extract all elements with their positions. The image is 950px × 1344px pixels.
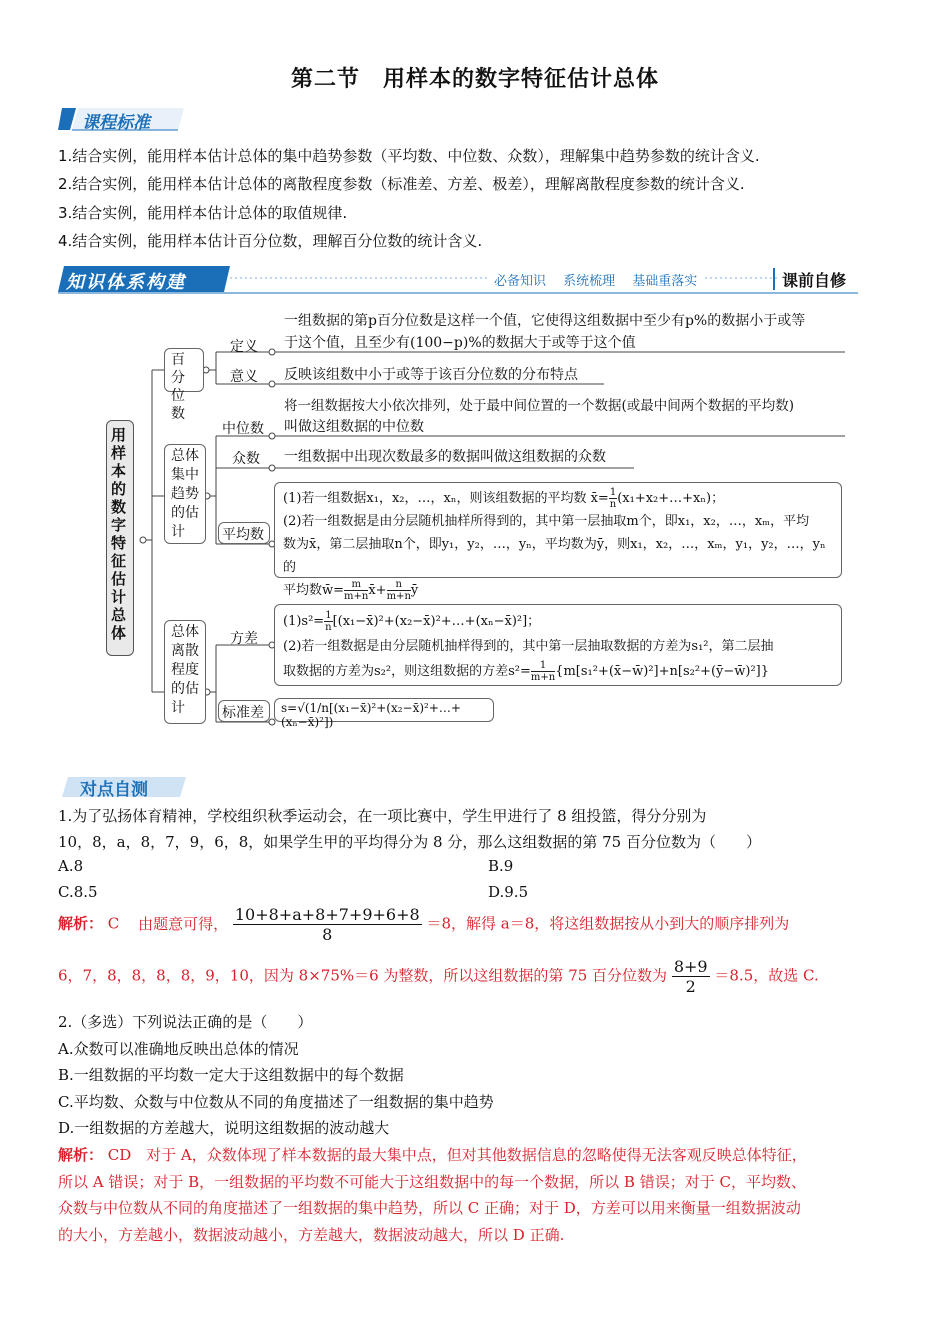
q1-analysis-line-1 <box>58 905 898 944</box>
map-var-frac2: $\frac{1}{m+n}$ <box>530 660 556 683</box>
map-var-text-2b: 取数据的方差为s₂²，则这组数据的方差s²= <box>283 664 531 679</box>
q1-fraction-1 <box>233 905 422 944</box>
knowledge-banner <box>58 264 858 294</box>
map-sd-box <box>274 698 494 729</box>
standard-item-3: 3.结合实例，能用样本估计总体的取值规律. <box>58 204 348 222</box>
knowledge-tags: 必备知识 系统梳理 基础重落实 <box>488 270 703 289</box>
q1-analysis-2a: 6，7，8，8，8，8，9，10，因为 8×75%＝6 为整数，所以这组数据的第 75 百分位数为 <box>58 966 668 985</box>
map-median-text-2: 叫做这组数据的中位数 <box>284 419 424 435</box>
map-mode-text: 一组数据中出现次数最多的数据叫做这组数据的众数 <box>284 449 606 465</box>
q1-analysis-1a: 由题意可得， <box>138 914 229 933</box>
map-var-label: 方差 <box>230 631 258 647</box>
map-avg-text-2a: (2)若一组数据是由分层随机抽样所得到的，其中第一层抽取m个，即x₁，x₂，…，xₘ，平均 <box>283 514 810 529</box>
map-dispersion-label: 总体离散程度的估计 <box>171 624 199 716</box>
map-avg-line-4: 平均数w̄= $\frac{m}{m+n}x̄+$ $\frac{n}{m+n}ȳ$ <box>283 579 419 602</box>
map-var-line-3 <box>283 659 833 684</box>
map-def-text-1: 一组数据的第p百分位数是这样一个值，它使得这组数据中至少有p%的数据小于或等 <box>284 313 806 329</box>
knowledge-banner-label: 知识体系构建 <box>66 272 186 293</box>
q1-stem-1: 1.为了弘扬体育精神，学校组织秋季运动会，在一项比赛中，学生甲进行了 8 组投篮，得分分别为 <box>58 807 707 825</box>
map-avg-label-box <box>218 522 270 544</box>
q2-option-c: C.平均数、众数与中位数从不同的角度描述了一组数据的集中趋势 <box>58 1093 494 1111</box>
map-median-label: 中位数 <box>222 421 264 437</box>
map-central <box>164 444 206 544</box>
q2-option-a: A.众数可以准确地反映出总体的情况 <box>58 1040 299 1058</box>
map-def-text-2: 于这个值，且至少有(100−p)%的数据大于或等于这个值 <box>284 335 636 351</box>
map-mode-label: 众数 <box>232 451 260 467</box>
map-var-text-1b: [(x₁−x̄)²+(x₂−x̄)²+…+(xₙ−x̄)²]； <box>332 614 541 629</box>
map-median-text-1: 将一组数据按大小依次排列，处于最中间位置的一个数据(或最中间两个数据的平均数) <box>284 398 795 414</box>
map-avg-label: 平均数 <box>222 527 264 543</box>
q2-option-d: D.一组数据的方差越大，说明这组数据的波动越大 <box>58 1119 390 1137</box>
map-avg-frac-n: $\frac{n}{m+n}$ <box>386 579 411 602</box>
map-avg-frac-m: $\frac{m}{m+n}$ <box>344 579 369 602</box>
q1-fraction-2 <box>672 957 710 996</box>
map-var-text-2a: (2)若一组数据是由分层随机抽样得到的，其中第一层抽取数据的方差为s₁²，第二层抽 <box>283 639 774 654</box>
map-root-label: 用样本的数字特征估计总体 <box>109 427 127 643</box>
map-def-label: 定义 <box>230 339 258 355</box>
q2-analysis-label: 解析： <box>58 1146 104 1164</box>
map-var-text-2c: {m[s₁²+(x̄−w̄)²]+n[s₂²+(ȳ−w̄)²]} <box>555 664 770 679</box>
q2-stem: 2.（多选）下列说法正确的是（ ） <box>58 1013 313 1031</box>
concept-map <box>0 300 950 740</box>
q2-analysis-line-2: 所以 A 错误；对于 B，一组数据的平均数不可能大于这组数据中的每一个数据，所以 B 错误；对于 C，平均数、 <box>58 1173 806 1191</box>
q1-analysis-1b: ＝8，解得 a＝8，将这组数据按从小到大的顺序排列为 <box>426 914 790 933</box>
standards-banner <box>58 106 188 132</box>
standard-item-2: 2.结合实例，能用样本估计总体的离散程度参数（标准差、方差、极差），理解离散程度参数的统计含义. <box>58 175 745 193</box>
q2-answer: CD <box>107 1146 132 1164</box>
map-avg-line-1 <box>283 487 833 510</box>
map-meaning-text: 反映该组数中小于或等于该百分位数的分布特点 <box>284 367 578 383</box>
q1-fraction-1-num: 10+8+a+8+7+9+6+8 <box>234 905 420 924</box>
standard-item-1: 1.结合实例，能用样本估计总体的集中趋势参数（平均数、中位数、众数），理解集中趋势参数的统计含义. <box>58 147 760 165</box>
map-percentile <box>164 348 204 422</box>
q2-analysis-text-1: 对于 A，众数体现了样本数据的最大集中点，但对其他数据信息的忽略使得无法客观反映总体特征， <box>146 1146 807 1164</box>
standard-item-4: 4.结合实例，能用样本估计百分位数，理解百分位数的统计含义. <box>58 232 483 250</box>
map-avg-frac: $\frac{1}{n}$ <box>609 487 617 510</box>
map-sd-text: s=√(1/n[(x₁−x̄)²+(x₂−x̄)²+…+(xₙ−x̄)²]) <box>281 701 461 729</box>
map-var-line-1 <box>283 609 833 634</box>
knowledge-right-label: 课前自修 <box>782 271 847 290</box>
map-var-frac: $\frac{1}{n}$ <box>325 610 332 633</box>
q1-fraction-2-num: 8+9 <box>673 957 708 976</box>
q1-answer: C <box>107 914 120 933</box>
standards-banner-label: 课程标准 <box>82 113 150 133</box>
q1-fraction-2-den: 2 <box>685 977 696 996</box>
map-avg-box <box>274 482 842 602</box>
map-avg-text-1b: (x₁+x₂+…+xₙ)； <box>617 491 725 506</box>
selftest-banner-label: 对点自测 <box>80 780 148 800</box>
map-var-box <box>274 604 842 686</box>
q1-analysis-label: 解析： <box>58 914 104 933</box>
q2-analysis-line-3: 众数与中位数从不同的角度描述了一组数据的集中趋势，所以 C 正确；对于 D，方差可以用来衡量一组数据波动 <box>58 1199 801 1217</box>
q2-option-b: B.一组数据的平均数一定大于这组数据中的每个数据 <box>58 1066 404 1084</box>
q1-option-d: D.9.5 <box>488 883 529 901</box>
q2-analysis-line-1 <box>58 1144 908 1165</box>
q1-analysis-line-2 <box>58 957 908 996</box>
map-avg-text-1: (1)若一组数据x₁，x₂，…，xₙ，则该组数据的平均数 x̄= <box>283 491 609 506</box>
q2-analysis-line-4: 的大小，方差越小，数据波动越小，方差越大，数据波动越大，所以 D 正确. <box>58 1226 565 1244</box>
q1-stem-2: 10，8，a，8，7，9，6，8，如果学生甲的平均得分为 8 分，那么这组数据的第 75 百分位数为（ ） <box>58 833 761 851</box>
map-var-text-1: (1)s²= <box>283 614 325 629</box>
q1-fraction-1-den: 8 <box>322 925 333 944</box>
map-sd-label: 标准差 <box>222 705 264 721</box>
map-avg-text-2b: 数为x̄，第二层抽取n个，即y₁，y₂，…，yₙ，平均数为ȳ，则x₁，x₂，…，xₘ，y₁，y₂，…，yₙ的 <box>283 537 826 575</box>
map-central-label: 总体集中趋势的估计 <box>171 448 199 540</box>
q1-analysis-2b: ＝8.5，故选 C. <box>714 966 819 985</box>
map-root <box>106 420 134 656</box>
page-title: 第二节 用样本的数字特征估计总体 <box>290 67 659 92</box>
map-sd-label-box <box>218 700 270 722</box>
map-avg-text-2c: 平均数w̄= <box>283 583 345 598</box>
map-dispersion <box>164 620 206 724</box>
q1-option-b: B.9 <box>488 857 514 875</box>
map-percentile-label: 百分位数 <box>171 352 185 422</box>
map-meaning-label: 意义 <box>230 369 258 385</box>
q1-option-a: A.8 <box>58 857 84 875</box>
q1-option-c: C.8.5 <box>58 883 98 901</box>
selftest-banner <box>58 773 188 799</box>
